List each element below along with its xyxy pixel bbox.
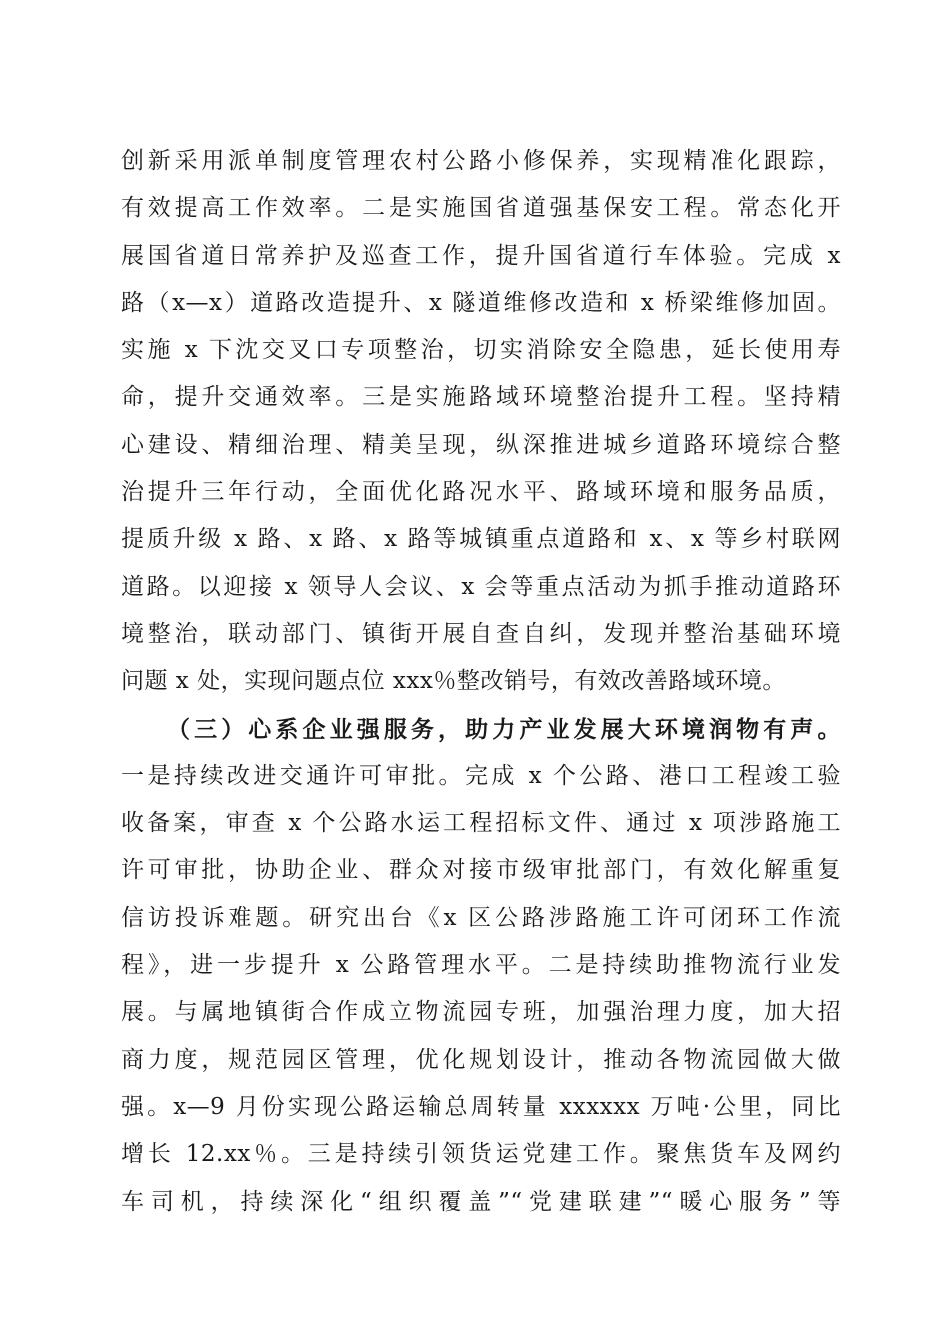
text-line: 路（x—x）道路改造提升、x 隧道维修改造和 x 桥梁维修加固。 [121,289,841,316]
body-text [121,138,841,1226]
text-line: 展。与属地镇街合作成立物流园专班，加强治理力度，加大招 [121,999,841,1026]
text-line: 命，提升交通效率。三是实施路域环境整治提升工程。坚持精 [121,384,841,411]
text-line: 道路。以迎接 x 领导人会议、x 会等重点活动为抓手推动道路环 [121,573,841,600]
text-line: 程》，进一步提升 x 公路管理水平。二是持续助推物流行业发 [121,952,841,979]
text-line: 有效提高工作效率。二是实施国省道强基保安工程。常态化开 [121,195,841,222]
text-line: 收备案，审查 x 个公路水运工程招标文件、通过 x 项涉路施工 [121,810,841,837]
section-heading: （三）心系企业强服务，助力产业发展大环境润物有声。 [167,715,841,743]
text-line: 展国省道日常养护及巡查工作，提升国省道行车体验。完成 x [121,242,841,269]
text-line: 信访投诉难题。研究出台《x 区公路涉路施工许可闭环工作流 [121,904,841,931]
text-line: 治提升三年行动，全面优化路况水平、路域环境和服务品质， [121,479,841,506]
text-line: 许可审批，协助企业、群众对接市级审批部门，有效化解重复 [121,857,841,884]
text-line: 境整治，联动部门、镇街开展自查自纠，发现并整治基础环境 [121,620,841,647]
text-line: 问题 x 处，实现问题点位 xxx％整改销号，有效改善路域环境。 [121,668,786,695]
text-line: 实施 x 下沈交叉口专项整治，切实消除安全隐患，延长使用寿 [121,337,841,364]
text-line: 提质升级 x 路、x 路、x 路等城镇重点道路和 x、x 等乡村联网 [121,526,841,553]
text-line: 强。x—9 月份实现公路运输总周转量 xxxxxx 万吨·公里，同比 [121,1093,841,1120]
text-line: 商力度，规范园区管理，优化规划设计，推动各物流园做大做 [121,1046,841,1073]
text-line: 心建设、精细治理、精美呈现，纵深推进城乡道路环境综合整 [121,431,841,458]
text-line: 车司机，持续深化“组织覆盖”“党建联建”“暖心服务”等 [121,1188,841,1215]
text-line: 创新采用派单制度管理农村公路小修保养，实现精准化跟踪， [121,148,841,174]
text-line: 增长 12.xx％。三是持续引领货运党建工作。聚焦货车及网约 [121,1141,841,1168]
text-line: 一是持续改进交通许可审批。完成 x 个公路、港口工程竣工验 [121,762,841,789]
